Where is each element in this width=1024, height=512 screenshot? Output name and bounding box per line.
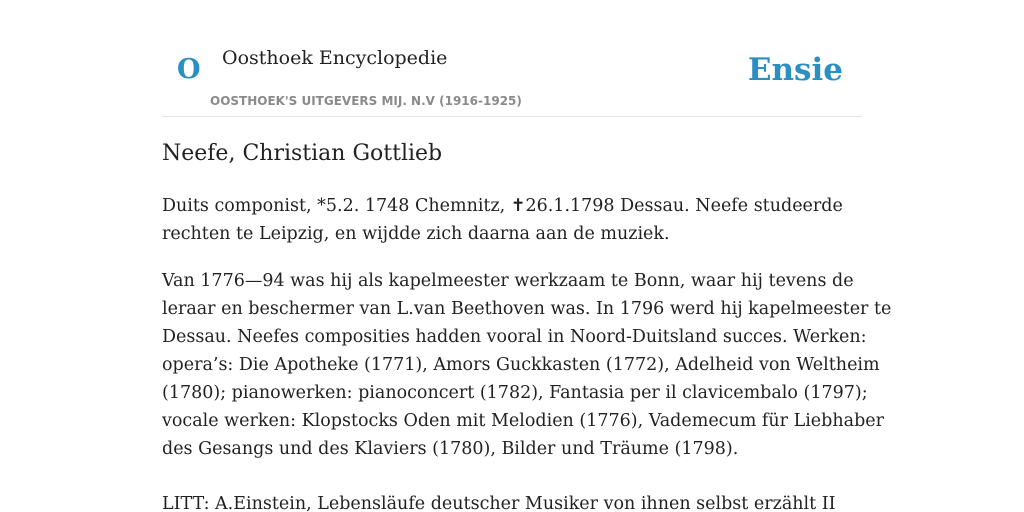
paragraph-line: Van 1776—94 was hij als kapelmeester werkzaam te Bonn, waar hij tevens de — [162, 271, 854, 291]
entry-title: Neefe, Christian Gottlieb — [162, 141, 443, 166]
publisher-subtitle: OOSTHOEK'S UITGEVERS MIJ. N.V (1916-1925) — [210, 94, 522, 108]
entry-content — [162, 136, 892, 512]
paragraph-line: des Gesangs und des Klaviers (1780), Bilder und Träume (1798). — [162, 439, 739, 459]
paragraph-line: leraar en beschermer van L.van Beethoven was. In 1796 werd hij kapelmeester te — [162, 299, 892, 319]
paragraph-line: Dessau. Neefes composities hadden vooral in Noord-Duitsland succes. Werken: — [162, 327, 867, 347]
paragraph-line: (1780); pianowerken: pianoconcert (1782), Fantasia per il clavicembalo (1797); — [162, 383, 868, 403]
site-header — [162, 0, 862, 117]
paragraph-line: Duits componist, *5.2. 1748 Chemnitz, ✝26.1.1798 Dessau. Neefe studeerde — [162, 196, 843, 216]
entry-literature — [162, 490, 862, 512]
entry-paragraph-2 — [162, 267, 892, 463]
paragraph-line: opera’s: Die Apotheke (1771), Amors Guckkasten (1772), Adelheid von Weltheim — [162, 355, 880, 375]
ensie-logo-link[interactable]: Ensie — [747, 52, 843, 88]
paragraph-line: rechten te Leipzig, en wijdde zich daarna aan de muziek. — [162, 224, 670, 244]
entry-paragraph-1 — [162, 192, 862, 248]
paragraph-line: LITT: A.Einstein, Lebensläufe deutscher Musiker von ihnen selbst erzählt II — [162, 494, 836, 512]
logo-letter-icon: O — [177, 54, 201, 85]
paragraph-line: vocale werken: Klopstocks Oden mit Melodien (1776), Vademecum für Liebhaber — [162, 411, 884, 431]
encyclopedia-title: Oosthoek Encyclopedie — [222, 47, 448, 69]
